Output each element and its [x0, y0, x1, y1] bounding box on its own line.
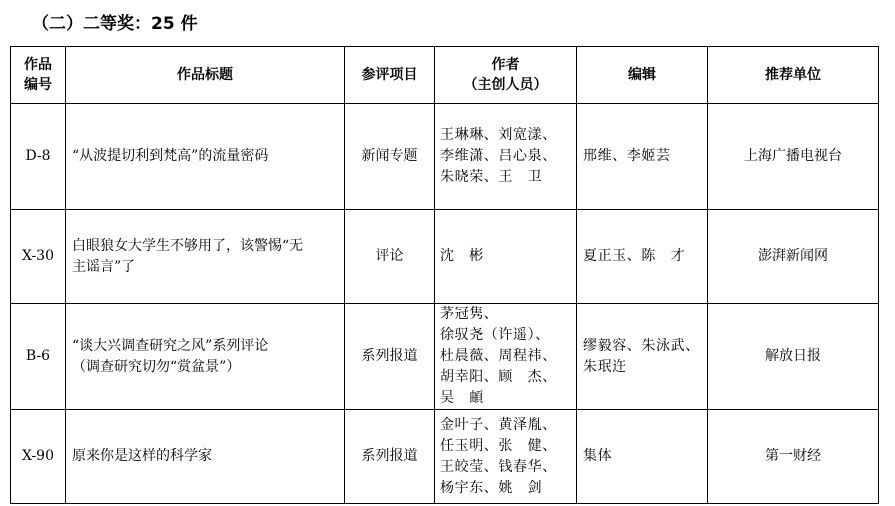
table-row [11, 304, 879, 410]
cell-unit: 第一财经 [708, 410, 879, 504]
header-author-line: （主创人员） [463, 77, 548, 93]
cell-code: B-6 [11, 304, 66, 410]
editor-line: 夏正玉、陈 才 [583, 248, 686, 264]
header-title: 作品标题 [66, 47, 345, 104]
author-line: 杜晨薇、周程祎、 [440, 348, 557, 364]
cell-unit: 解放日报 [708, 304, 879, 410]
cell-authors [435, 410, 577, 504]
author-line: 茅冠隽、 [440, 306, 499, 322]
editor-line: 缪毅容、朱泳武、 [583, 337, 700, 354]
cell-authors [435, 304, 577, 410]
header-editor: 编辑 [577, 47, 708, 104]
author-line: 杨宇东、姚 剑 [440, 479, 543, 496]
cell-editors [577, 410, 708, 504]
header-code [11, 47, 66, 104]
cell-title [66, 304, 345, 410]
title-line: “谈大兴调查研究之风”系列评论 [72, 337, 269, 354]
cell-unit: 上海广播电视台 [708, 104, 879, 210]
editor-line: 集体 [583, 448, 613, 464]
title-line: 主谣言”了 [72, 258, 136, 275]
title-line: 原来你是这样的科学家 [72, 448, 212, 464]
cell-title [66, 410, 345, 504]
cell-code: D-8 [11, 104, 66, 210]
cell-editors [577, 210, 708, 304]
cell-title [66, 210, 345, 304]
header-category: 参评项目 [345, 47, 435, 104]
author-line: 胡幸阳、顾 杰、 [440, 369, 557, 385]
editor-line: 朱珉迕 [583, 358, 627, 375]
title-line: 白眼狼女大学生不够用了，该警惕“无 [72, 237, 304, 254]
author-line: 王皎莹、钱春华、 [440, 458, 557, 475]
header-row [11, 47, 879, 104]
header-author-line: 作者 [491, 57, 520, 73]
editor-line: 邢维、李姬芸 [583, 148, 671, 164]
cell-editors [577, 304, 708, 410]
award-table [10, 46, 879, 504]
author-line: 吴 頔 [440, 390, 484, 406]
author-line: 沈 彬 [440, 248, 484, 264]
cell-authors [435, 210, 577, 304]
cell-authors [435, 104, 577, 210]
cell-editors [577, 104, 708, 210]
table-row [11, 210, 879, 304]
cell-code: X-30 [11, 210, 66, 304]
title-line: （调查研究切勿“赏盆景”） [72, 358, 241, 375]
cell-category: 评论 [345, 210, 435, 304]
cell-code: X-90 [11, 410, 66, 504]
cell-category: 新闻专题 [345, 104, 435, 210]
cell-title [66, 104, 345, 210]
cell-unit: 澎湃新闻网 [708, 210, 879, 304]
author-line: 金叶子、黄泽胤、 [440, 416, 557, 433]
author-line: 李维潇、吕心泉、 [440, 148, 557, 164]
title-line: “从波提切利到梵高”的流量密码 [72, 148, 269, 164]
header-author [435, 47, 577, 104]
author-line: 朱晓荣、王 卫 [440, 169, 543, 185]
header-code-line: 编号 [24, 77, 52, 93]
cell-category: 系列报道 [345, 304, 435, 410]
table-row [11, 104, 879, 210]
author-line: 徐驭尧（许遥）、 [440, 327, 550, 343]
author-line: 任玉明、张 健、 [440, 437, 557, 454]
header-unit: 推荐单位 [708, 47, 879, 104]
cell-category: 系列报道 [345, 410, 435, 504]
section-title: （二）二等奖：25 件 [32, 14, 198, 34]
author-line: 王琳琳、刘宽漾、 [440, 127, 557, 143]
table-row [11, 410, 879, 504]
header-code-line: 作品 [24, 57, 52, 73]
